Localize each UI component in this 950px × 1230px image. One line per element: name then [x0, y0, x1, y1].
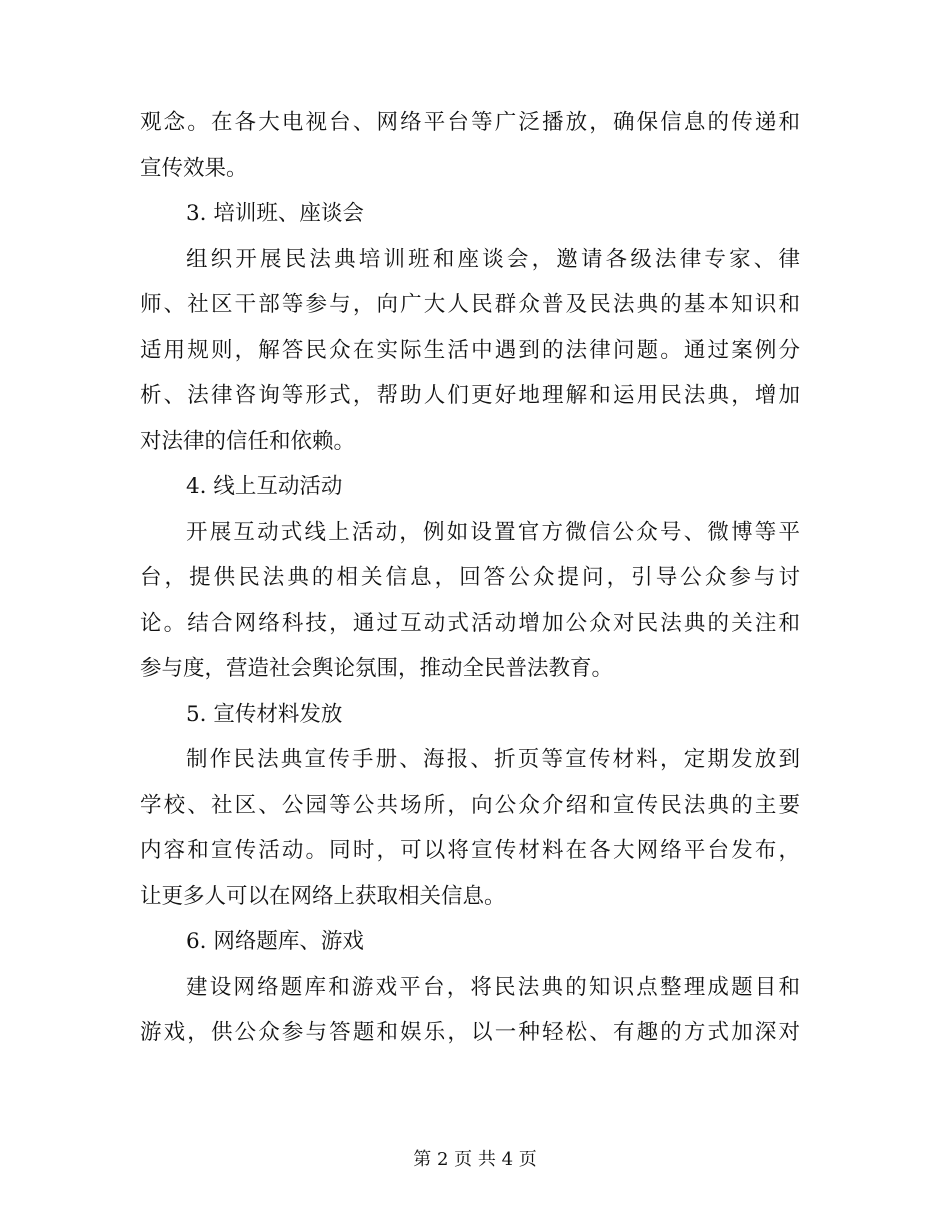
text-line: 内容和宣传活动。同时，可以将宣传材料在各大网络平台发布，: [140, 838, 800, 863]
document-body: [140, 100, 800, 1056]
text-line: 让更多人可以在网络上获取相关信息。: [140, 883, 506, 909]
page-number-footer: 第 2 页 共 4 页: [413, 1149, 537, 1170]
text-line: 组织开展民法典培训班和座谈会，邀请各级法律专家、律: [186, 246, 800, 272]
section-heading: 3. 培训班、座谈会: [186, 201, 364, 226]
text-line: 观念。在各大电视台、网络平台等广泛播放，确保信息的传递和: [140, 110, 800, 135]
text-line: 参与度，营造社会舆论氛围，推动全民普法教育。: [140, 656, 614, 681]
text-line: 游戏，供公众参与答题和娱乐，以一种轻松、有趣的方式加深对: [140, 1020, 800, 1045]
text-line: 台，提供民法典的相关信息，回答公众提问，引导公众参与讨: [140, 565, 800, 590]
text-line: 论。结合网络科技，通过互动式活动增加公众对民法典的关注和: [140, 610, 800, 636]
text-line: 适用规则，解答民众在实际生活中遇到的法律问题。通过案例分: [140, 337, 800, 363]
text-line: 对法律的信任和依赖。: [140, 428, 356, 454]
section-heading: 6. 网络题库、游戏: [186, 929, 364, 954]
text-line: 宣传效果。: [140, 155, 248, 181]
text-line: 学校、社区、公园等公共场所，向公众介绍和宣传民法典的主要: [140, 792, 800, 818]
section-heading: 4. 线上互动活动: [186, 474, 343, 499]
text-line: 开展互动式线上活动，例如设置官方微信公众号、微博等平: [186, 519, 800, 545]
text-line: 析、法律咨询等形式，帮助人们更好地理解和运用民法典，增加: [140, 383, 800, 408]
text-line: 建设网络题库和游戏平台，将民法典的知识点整理成题目和: [186, 974, 800, 1000]
text-line: 师、社区干部等参与，向广大人民群众普及民法典的基本知识和: [140, 292, 800, 317]
text-line: 制作民法典宣传手册、海报、折页等宣传材料，定期发放到: [186, 747, 800, 772]
section-heading: 5. 宣传材料发放: [186, 701, 343, 727]
